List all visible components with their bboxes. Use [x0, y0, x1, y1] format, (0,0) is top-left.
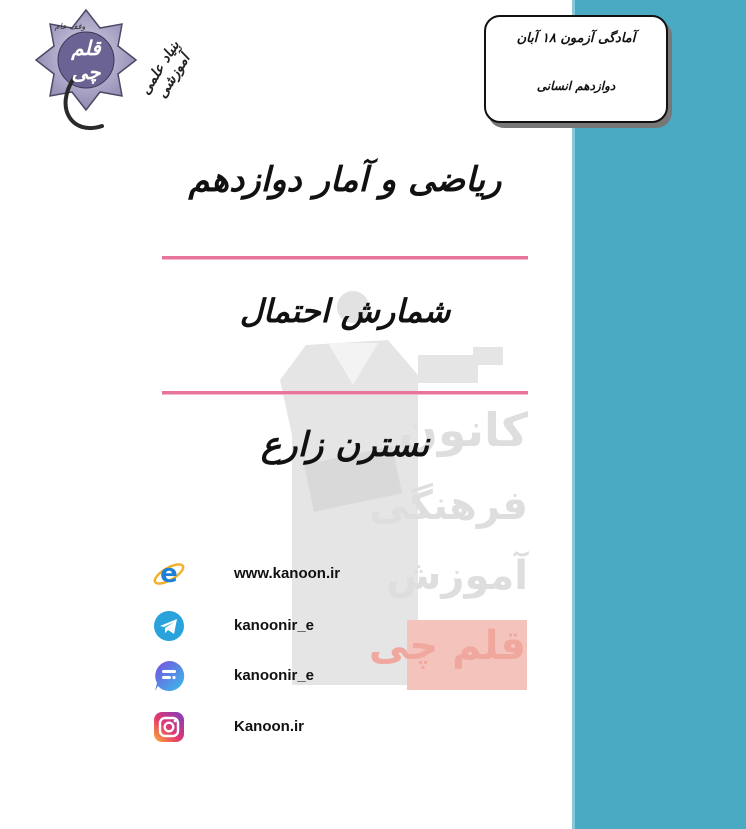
- chat-text: kanoonir_e: [234, 667, 315, 684]
- contact-website[interactable]: [152, 557, 412, 591]
- contact-chat[interactable]: [152, 659, 412, 693]
- telegram-text: kanoonir_e: [234, 617, 315, 634]
- svg-text:e: e: [160, 559, 178, 589]
- logo-brand-text: قلم چی: [71, 36, 101, 84]
- website-text: www.kanoon.ir: [234, 565, 341, 582]
- chat-app-icon: [152, 659, 186, 693]
- watermark-word-3: آموزش: [386, 553, 528, 599]
- watermark-word-1: کانون: [398, 403, 528, 457]
- exam-title: آمادگی آزمون ۱۸ آبان: [516, 31, 636, 46]
- divider-top: [162, 256, 528, 259]
- instagram-icon: [152, 710, 186, 744]
- divider-bottom: [162, 391, 528, 394]
- ghalamchi-logo: [14, 8, 204, 143]
- side-band: [575, 0, 746, 829]
- watermark-word-2: فرهنگی: [369, 483, 528, 529]
- contact-instagram[interactable]: [152, 710, 412, 744]
- telegram-icon: [152, 609, 186, 643]
- internet-explorer-icon: [152, 557, 186, 591]
- exam-grade: دوازدهم انسانی: [536, 79, 616, 93]
- instagram-text: Kanoon.ir: [234, 718, 304, 735]
- logo-caption: بنیاد علمی آموزشی: [137, 37, 194, 102]
- exam-info-box: [484, 15, 668, 123]
- logo-small-text: وقف عام: [54, 22, 86, 31]
- contact-telegram[interactable]: [152, 609, 412, 643]
- author-name: نسترن زارع: [260, 425, 430, 465]
- watermark-word-4: قلم چی: [368, 623, 526, 669]
- topic-title: شمارش احتمال: [239, 292, 451, 330]
- subject-title: ریاضی و آمار دوازدهم: [188, 160, 502, 200]
